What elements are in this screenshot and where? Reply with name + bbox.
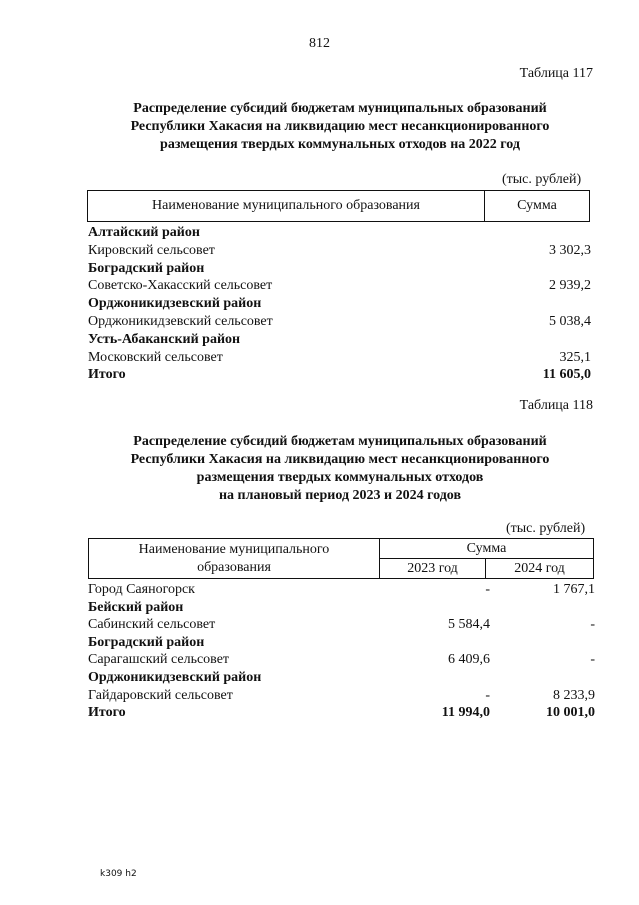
table-row-name: Советско-Хакасский сельсовет xyxy=(88,278,273,293)
footer-code: k309 h2 xyxy=(100,869,137,879)
title-line: размещения твердых коммунальных отходов xyxy=(196,470,484,485)
header-sum: Сумма xyxy=(485,191,590,222)
header-2024: 2024 год xyxy=(486,559,594,579)
header-2023: 2023 год xyxy=(380,559,486,579)
table-row-value: 325,1 xyxy=(559,350,591,365)
table-row-value: 5 038,4 xyxy=(549,314,591,329)
table-row-name: Город Саяногорск xyxy=(88,582,195,597)
page-number: 812 xyxy=(309,36,330,51)
group-heading: Боградский район xyxy=(88,635,205,650)
table-cell-2024: 1 767,1 xyxy=(553,582,595,597)
header-sum: Сумма xyxy=(380,539,594,559)
table-cell-2023: - xyxy=(485,688,490,703)
header-name-line: образования xyxy=(197,559,271,575)
title-line: размещения твердых коммунальных отходов на 2022 год xyxy=(160,137,520,152)
table-row-name: Гайдаровский сельсовет xyxy=(88,688,233,703)
title-line: Распределение субсидий бюджетам муниципальных образований xyxy=(133,101,547,116)
table-cell-2024: 10 001,0 xyxy=(546,705,595,720)
table-118-units: (тыс. рублей) xyxy=(506,521,586,536)
group-heading: Усть-Абаканский район xyxy=(88,332,241,347)
table-cell-2023: 11 994,0 xyxy=(441,705,490,720)
table-117-header xyxy=(87,190,590,222)
title-line: Республики Хакасия на ликвидацию мест несанкционированного xyxy=(130,119,550,134)
table-row-name: Сабинский сельсовет xyxy=(88,617,216,632)
table-cell-2024: - xyxy=(590,652,595,667)
table-cell-2023: 5 584,4 xyxy=(448,617,490,632)
group-heading: Итого xyxy=(88,705,126,720)
header-name-line: Наименование муниципального xyxy=(138,541,330,557)
table-118-title xyxy=(60,433,620,505)
table-cell-2023: - xyxy=(485,582,490,597)
table-117-units: (тыс. рублей) xyxy=(502,172,582,187)
table-row-value: 11 605,0 xyxy=(542,367,591,382)
title-line: Распределение субсидий бюджетам муниципальных образований xyxy=(133,434,547,449)
table-118-header xyxy=(88,538,594,579)
table-118-label: Таблица 118 xyxy=(519,398,593,413)
table-row-value: 3 302,3 xyxy=(549,243,591,258)
table-cell-2024: 8 233,9 xyxy=(553,688,595,703)
table-cell-2023: 6 409,6 xyxy=(448,652,490,667)
table-117-label: Таблица 117 xyxy=(519,66,593,81)
header-name xyxy=(89,539,380,579)
group-heading: Орджоникидзевский район xyxy=(88,296,262,311)
table-row-name: Орджоникидзевский сельсовет xyxy=(88,314,273,329)
group-heading: Боградский район xyxy=(88,261,205,276)
title-line: на плановый период 2023 и 2024 годов xyxy=(218,488,462,503)
group-heading: Бейский район xyxy=(88,600,184,615)
table-row-value: 2 939,2 xyxy=(549,278,591,293)
title-line: Республики Хакасия на ликвидацию мест несанкционированного xyxy=(130,452,550,467)
table-117-title xyxy=(60,100,620,154)
table-row-name: Московский сельсовет xyxy=(88,350,223,365)
group-heading: Итого xyxy=(88,367,126,382)
table-row-name: Кировский сельсовет xyxy=(88,243,215,258)
group-heading: Орджоникидзевский район xyxy=(88,670,262,685)
table-cell-2024: - xyxy=(590,617,595,632)
header-name: Наименование муниципального образования xyxy=(88,191,485,222)
group-heading: Алтайский район xyxy=(88,225,200,240)
table-row-name: Сарагашский сельсовет xyxy=(88,652,230,667)
